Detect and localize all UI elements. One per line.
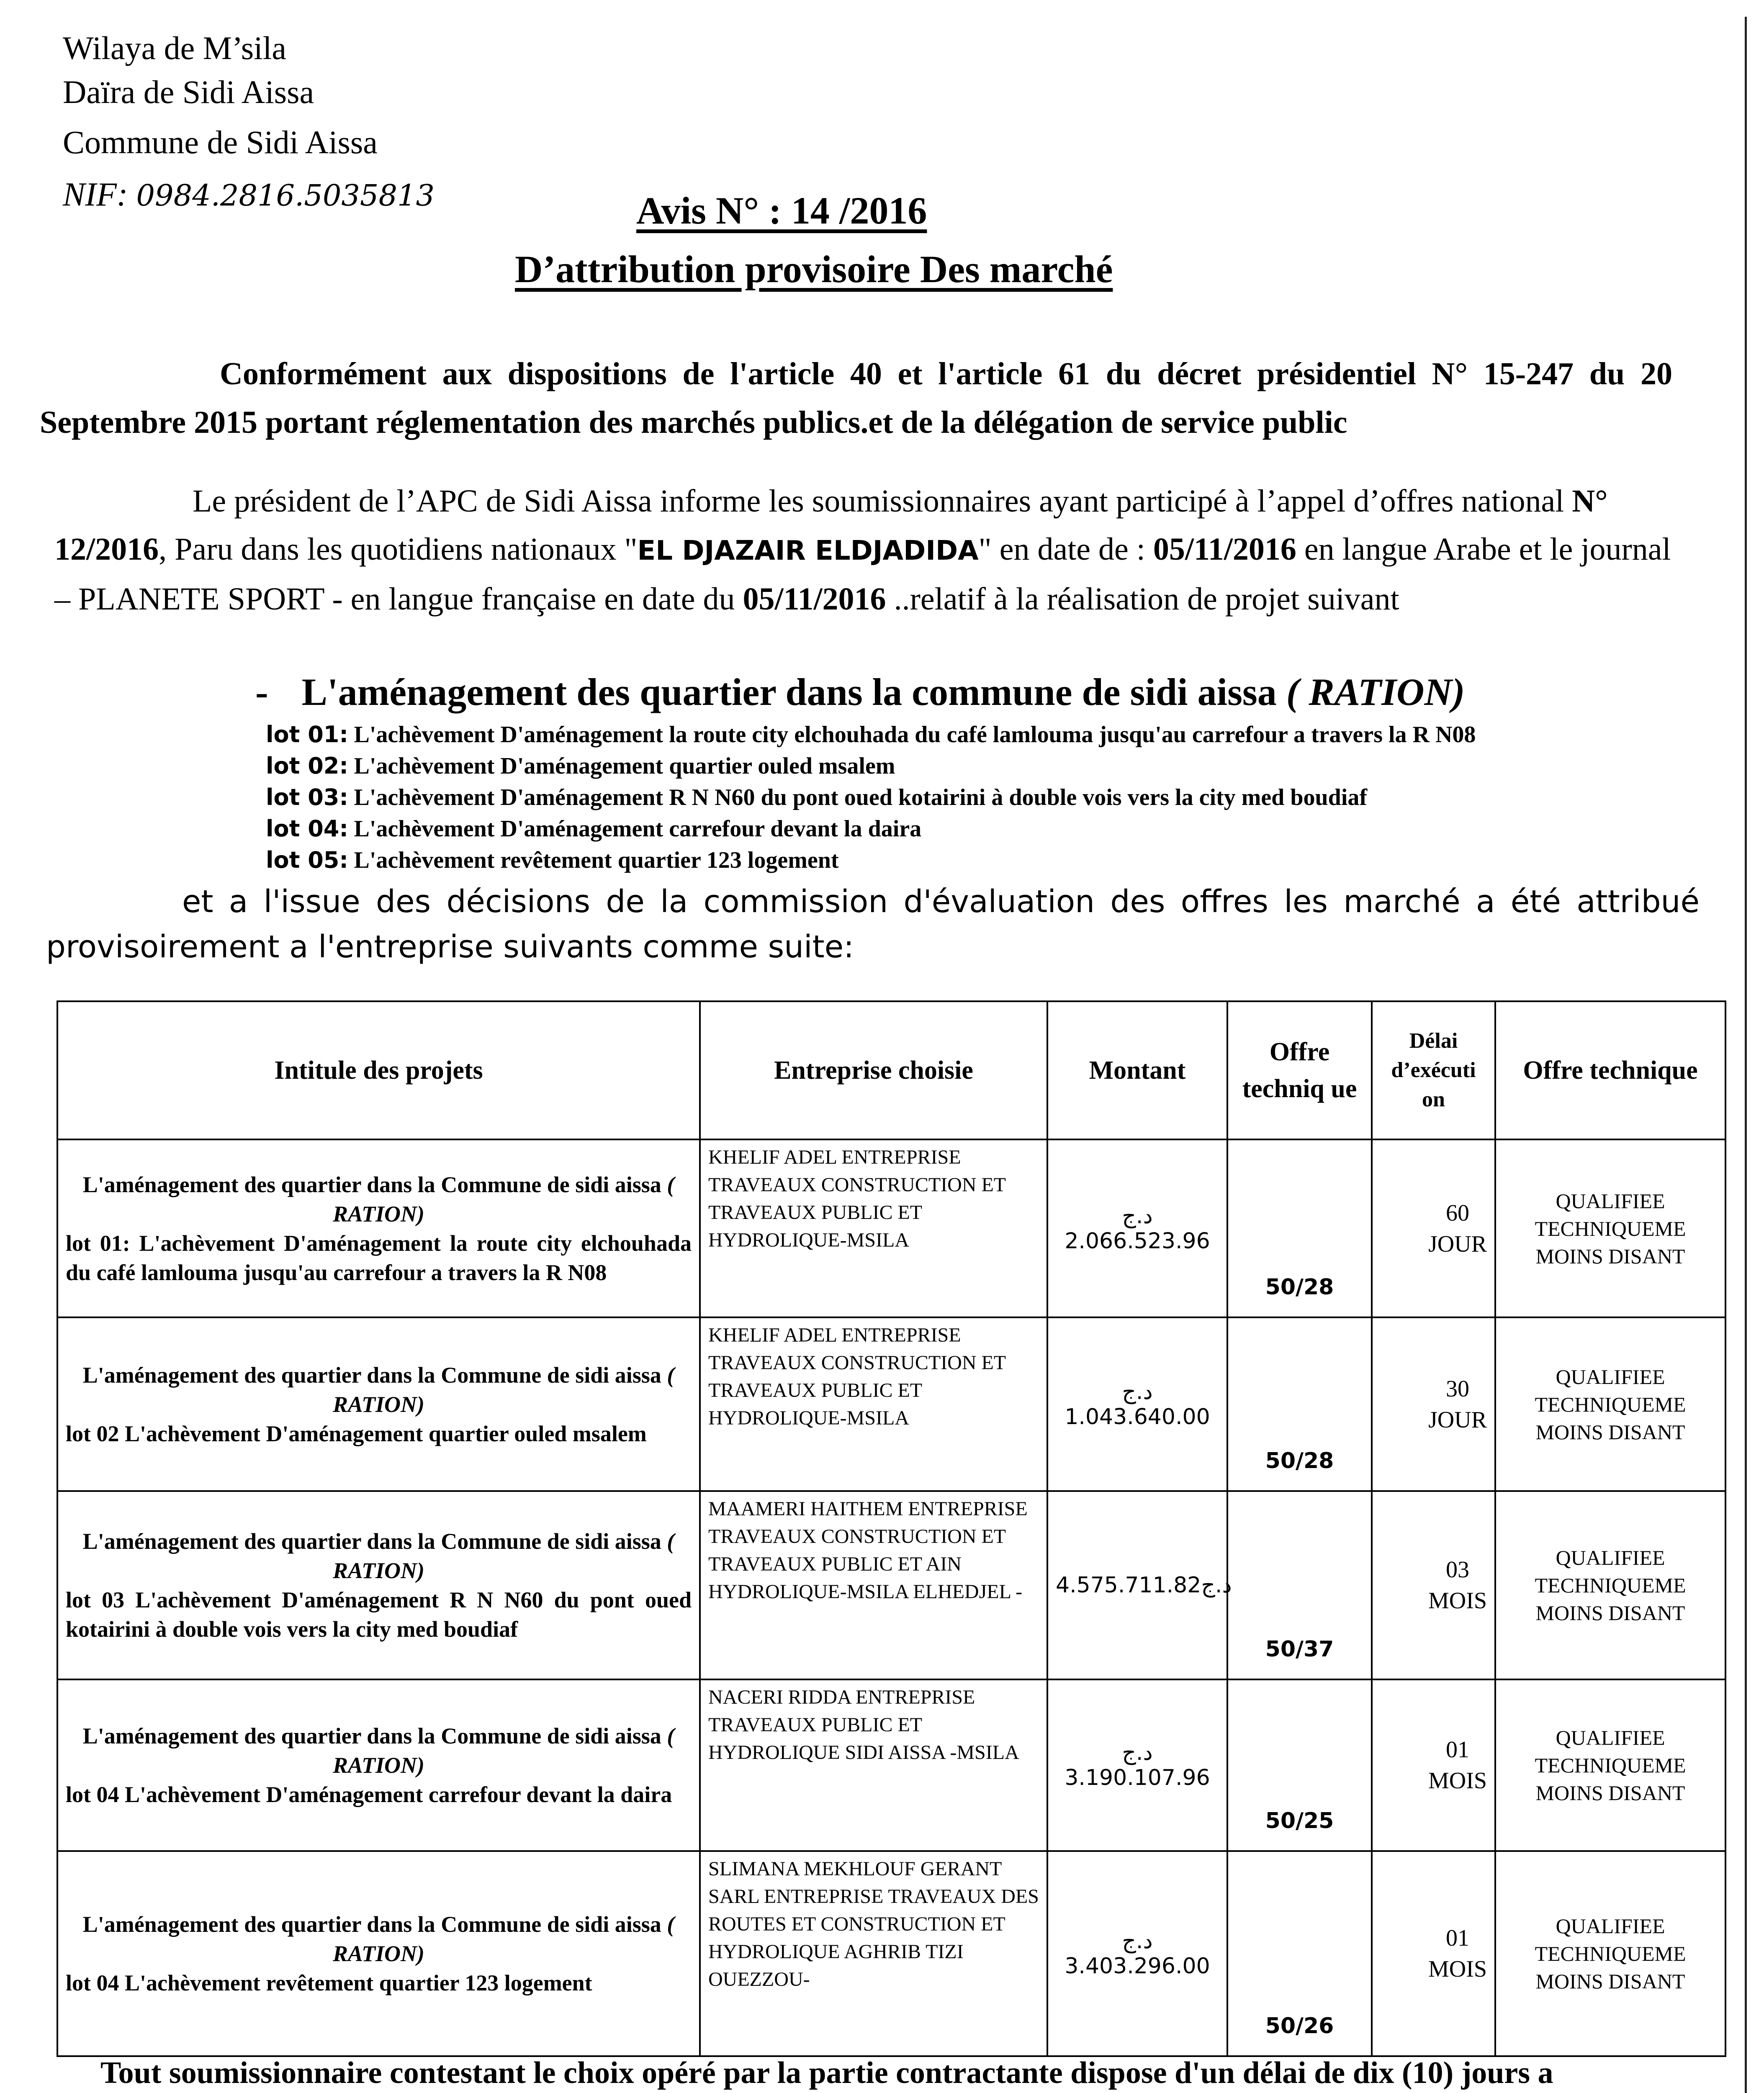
delai-unit: MOIS (1428, 1768, 1487, 1794)
lot-text: L'achèvement revêtement quartier 123 logement (354, 847, 839, 873)
row-project-title: L'aménagement des quartier dans la Commune de sidi aissa (82, 1529, 661, 1554)
nif-value: 0984.2816.5035813 (136, 178, 435, 213)
publication-date-1: 05/11/2016 (1153, 532, 1296, 567)
row-project-title: L'aménagement des quartier dans la Commune de sidi aissa (82, 1362, 661, 1388)
table-row (57, 1139, 1725, 1317)
intro-text-2: , Paru dans les quotidiens nationaux " (159, 532, 638, 567)
attribution-statement: et a l'issue des décisions de la commission d'évaluation des offres les marché a été attribué provisoirement a l'entreprise suivants comme suite: (46, 884, 1700, 965)
col-header-montant: Montant (1047, 1001, 1227, 1139)
row-project-ration: ( RATION) (332, 1912, 675, 1966)
cell-projet (57, 1491, 700, 1679)
cell-projet (57, 1139, 700, 1317)
lot-label: lot 02: (266, 753, 348, 779)
delai-number: 30 (1445, 1376, 1469, 1402)
legal-reference: Conformément aux dispositions de l'article 40 et l'article 61 du décret présidentiel N° 15-247 du 20 Septembre 2015 portant réglementation des marchés publics.et de la délégation de service public (40, 356, 1672, 440)
recourse-line-1: Tout soumissionnaire contestant le choix opéré par la partie contractante dispose d'un délai de dix (10) jours a (100, 2056, 1553, 2090)
lot-label: lot 01: (266, 721, 348, 748)
publication-date-2: 05/11/2016 (743, 581, 886, 617)
cell-note: 50/26 (1227, 1851, 1372, 2056)
cell-delai (1372, 1317, 1495, 1491)
row-project-title: L'aménagement des quartier dans la Commune de sidi aissa (82, 1912, 661, 1937)
row-project-title: L'aménagement des quartier dans la Commune de sidi aissa (82, 1723, 661, 1748)
cell-delai (1372, 1679, 1495, 1851)
row-lot-desc: lot 01: L'achèvement D'aménagement la route city elchouhada du café lamlouma jusqu'au carrefour a travers la R N08 (66, 1230, 692, 1285)
row-project-title: L'aménagement des quartier dans la Commune de sidi aissa (82, 1172, 661, 1197)
cell-delai (1372, 1851, 1495, 2056)
intro-text-5: ..relatif à la réalisation de projet suivant (886, 581, 1399, 617)
intro-text-3: " en date de : (978, 532, 1153, 567)
delai-unit: JOUR (1428, 1406, 1487, 1433)
lot-item (266, 783, 1367, 812)
cell-montant: د.ج 1.043.640.00 (1047, 1317, 1227, 1491)
cell-montant: د.ج 3.190.107.96 (1047, 1679, 1227, 1851)
cell-offre: QUALIFIEE TECHNIQUEME MOINS DISANT (1495, 1491, 1725, 1679)
row-project-ration: ( RATION) (332, 1362, 675, 1417)
col-header-offre-technique: Offre technique (1495, 1001, 1725, 1139)
avis-subtitle: D’attribution provisoire Des marché (515, 248, 1113, 291)
delai-number: 01 (1445, 1737, 1469, 1763)
intro-paragraph (54, 477, 1679, 623)
col-header-delai: Délai d’exécuti on (1372, 1001, 1495, 1139)
cell-projet (57, 1851, 700, 2056)
nif-label: NIF (63, 176, 117, 213)
cell-note: 50/28 (1227, 1317, 1372, 1491)
table-row (57, 1851, 1725, 2056)
project-dash: - (255, 671, 268, 713)
cell-projet (57, 1679, 700, 1851)
cell-entreprise: MAAMERI HAITHEM ENTREPRISE TRAVEAUX CONSTRUCTION ET TRAVEAUX PUBLIC ET AIN HYDROLIQUE-MSILA ELHEDJEL - (700, 1491, 1047, 1679)
delai-number: 01 (1445, 1925, 1469, 1951)
project-ration: ( RATION) (1286, 671, 1465, 713)
project-title (255, 670, 1465, 714)
cell-entreprise: KHELIF ADEL ENTREPRISE TRAVEAUX CONSTRUCTION ET TRAVEAUX PUBLIC ET HYDROLIQUE-MSILA (700, 1317, 1047, 1491)
delai-number: 60 (1445, 1200, 1469, 1226)
intro-text-1: Le président de l’APC de Sidi Aissa informe les soumissionnaires ayant participé à l’appel d’offres national (193, 483, 1572, 519)
nif-line: NIF: 0984.2816.5035813 (63, 176, 435, 213)
lot-text: L'achèvement D'aménagement R N N60 du pont oued kotairini à double vois vers la city med boudiaf (354, 784, 1367, 810)
cell-offre: QUALIFIEE TECHNIQUEME MOINS DISANT (1495, 1851, 1725, 2056)
table-row (57, 1679, 1725, 1851)
row-project-ration: ( RATION) (332, 1529, 675, 1583)
row-lot-desc: lot 04 L'achèvement D'aménagement carrefour devant la daira (66, 1782, 672, 1807)
row-lot-desc: lot 02 L'achèvement D'aménagement quartier ouled msalem (66, 1421, 647, 1446)
lot-item (266, 846, 839, 875)
col-header-projets: Intitule des projets (57, 1001, 700, 1139)
project-title-text: L'aménagement des quartier dans la commune de sidi aissa (301, 671, 1277, 713)
lot-item (266, 814, 921, 843)
cell-entreprise: KHELIF ADEL ENTREPRISE TRAVEAUX CONSTRUCTION ET TRAVEAUX PUBLIC ET HYDROLIQUE-MSILA (700, 1139, 1047, 1317)
cell-montant: د.ج 3.403.296.00 (1047, 1851, 1227, 2056)
wilaya-line: Wilaya de M’sila (63, 30, 287, 66)
cell-offre: QUALIFIEE TECHNIQUEME MOINS DISANT (1495, 1317, 1725, 1491)
cell-projet (57, 1317, 700, 1491)
lot-text: L'achèvement D'aménagement la route city elchouhada du café lamlouma jusqu'au carrefour a travers la R N08 (354, 722, 1476, 748)
attribution-table (57, 1000, 1726, 2057)
cell-delai (1372, 1139, 1495, 1317)
lot-label: lot 04: (266, 815, 348, 842)
cell-entreprise: NACERI RIDDA ENTREPRISE TRAVEAUX PUBLIC ET HYDROLIQUE SIDI AISSA -MSILA (700, 1679, 1047, 1851)
page-border-right (1745, 17, 1747, 2093)
col-header-offre-technique-note: Offre techniq ue (1227, 1001, 1372, 1139)
delai-unit: JOUR (1428, 1231, 1487, 1257)
cell-montant: د.ج 2.066.523.96 (1047, 1139, 1227, 1317)
avis-number: Avis N° : 14 /2016 (636, 189, 927, 232)
lot-label: lot 05: (266, 847, 348, 873)
lot-item (266, 720, 1476, 749)
table-header-row (57, 1001, 1725, 1139)
cell-note: 50/28 (1227, 1139, 1372, 1317)
cell-delai (1372, 1491, 1495, 1679)
row-lot-desc: lot 03 L'achèvement D'aménagement R N N60 du pont oued kotairini à double vois vers la city med boudiaf (66, 1587, 692, 1642)
daira-line: Daïra de Sidi Aissa (63, 74, 314, 110)
table-row (57, 1491, 1725, 1679)
cell-note: 50/37 (1227, 1491, 1372, 1679)
cell-note: 50/25 (1227, 1679, 1372, 1851)
cell-montant: د.ج4.575.711.82 (1047, 1491, 1227, 1679)
newspaper-name: EL DJAZAIR ELDJADIDA (637, 535, 979, 566)
lot-text: L'achèvement D'aménagement quartier ouled msalem (354, 753, 895, 779)
delai-unit: MOIS (1428, 1956, 1487, 1982)
row-lot-desc: lot 04 L'achèvement revêtement quartier 123 logement (66, 1970, 592, 1995)
intro-text-4: en langue Arabe et le journal – PLANETE SPORT - en langue française en date du (54, 532, 1671, 617)
cell-offre: QUALIFIEE TECHNIQUEME MOINS DISANT (1495, 1679, 1725, 1851)
lot-text: L'achèvement D'aménagement carrefour devant la daira (354, 816, 922, 842)
lot-item (266, 751, 895, 781)
col-header-entreprise: Entreprise choisie (700, 1001, 1047, 1139)
cell-offre: QUALIFIEE TECHNIQUEME MOINS DISANT (1495, 1139, 1725, 1317)
appel-offres-number: N° 12/2016 (54, 483, 1608, 567)
lot-label: lot 03: (266, 784, 348, 810)
delai-number: 03 (1445, 1557, 1469, 1583)
cell-entreprise: SLIMANA MEKHLOUF GERANT SARL ENTREPRISE TRAVEAUX DES ROUTES ET CONSTRUCTION ET HYDROLIQUE AGHRIB TIZI OUEZZOU- (700, 1851, 1047, 2056)
row-project-ration: ( RATION) (332, 1723, 675, 1778)
row-project-ration: ( RATION) (332, 1172, 675, 1226)
delai-unit: MOIS (1428, 1588, 1487, 1614)
commune-line: Commune de Sidi Aissa (63, 124, 378, 160)
table-row (57, 1317, 1725, 1491)
